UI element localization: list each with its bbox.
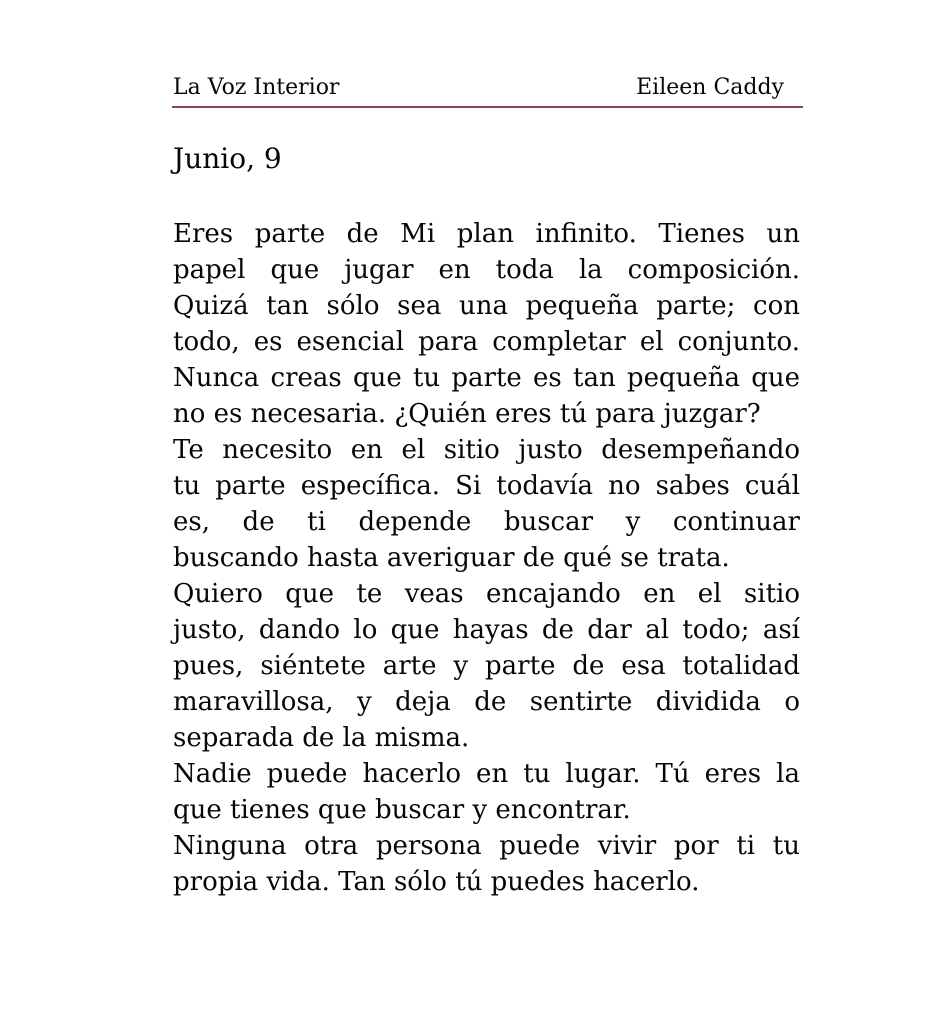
text-line: papel que jugar en toda la composición. [173,255,800,285]
text-line: maravillosa, y deja de sentirte dividida o [173,687,800,717]
text-line: Te necesito en el sitio justo desempeñando [173,435,800,465]
text-line: tu parte específica. Si todavía no sabes cuál [173,471,800,501]
date-heading: Junio, 9 [173,142,282,175]
text-line: pues, siéntete arte y parte de esa totalidad [173,651,800,681]
body-text [173,216,800,900]
text-line: que tienes que buscar y encontrar. [173,795,631,825]
running-author: Eileen Caddy [636,75,784,100]
text-line: es, de ti depende buscar y continuar [173,507,800,537]
text-line: separada de la misma. [173,723,470,753]
text-line: buscando hasta averiguar de qué se trata. [173,543,730,573]
text-line: Nadie puede hacerlo en tu lugar. Tú eres la [173,759,800,789]
text-line: Quizá tan sólo sea una pequeña parte; con [173,291,800,321]
text-line: todo, es esencial para completar el conjunto. [173,327,800,357]
running-header [173,75,802,100]
text-line: Eres parte de Mi plan infinito. Tienes un [173,219,800,249]
text-line: Nunca creas que tu parte es tan pequeña que [173,363,800,393]
running-title: La Voz Interior [173,75,340,100]
text-line: justo, dando lo que hayas de dar al todo; así [173,615,800,645]
header-rule [172,106,803,108]
text-line: Ninguna otra persona puede vivir por ti tu [173,831,800,861]
text-line: propia vida. Tan sólo tú puedes hacerlo. [173,867,700,897]
text-line: Quiero que te veas encajando en el sitio [173,579,800,609]
text-line: no es necesaria. ¿Quién eres tú para juzgar? [173,399,761,429]
